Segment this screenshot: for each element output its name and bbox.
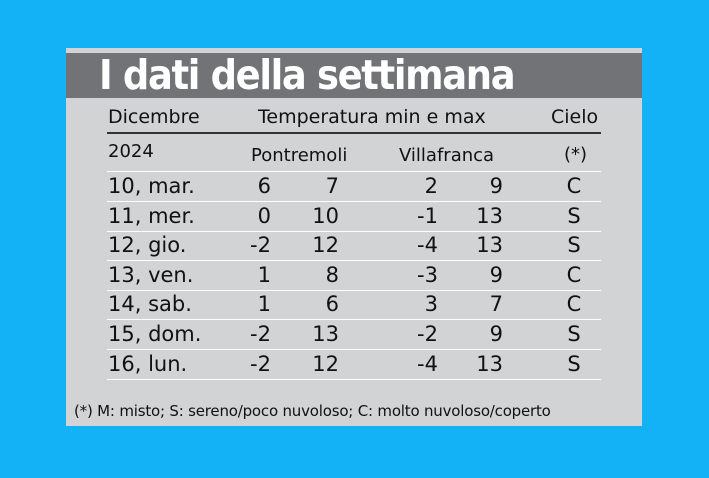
- cell-villafranca-min: 3: [424, 292, 438, 317]
- cell-sky: S: [567, 203, 581, 228]
- cell-villafranca-max: 9: [489, 174, 503, 198]
- cell-sky: C: [566, 174, 582, 198]
- cell-day: 16, lun.: [108, 351, 188, 376]
- row-divider: [107, 231, 601, 232]
- cell-pontremoli-max: 8: [325, 262, 339, 287]
- footnote: (*) M: misto; S: sereno/poco nuvoloso; C: molto nuvoloso/coperto: [74, 402, 551, 420]
- header-month: Dicembre: [108, 106, 200, 128]
- row-divider: [107, 201, 601, 202]
- cell-villafranca-max: 13: [476, 233, 503, 258]
- row-divider: [107, 260, 601, 261]
- cell-villafranca-min: -1: [417, 203, 438, 228]
- cell-day: 10, mar.: [108, 174, 195, 198]
- cell-pontremoli-max: 13: [312, 322, 339, 346]
- cell-villafranca-max: 13: [476, 351, 503, 376]
- header-year: 2024: [108, 141, 154, 162]
- header-sky-note: (*): [564, 144, 588, 165]
- cell-pontremoli-min: -2: [250, 322, 271, 346]
- cell-pontremoli-min: 1: [257, 292, 271, 317]
- header-city-villafranca: Villafranca: [399, 145, 495, 166]
- title-bar: [66, 53, 642, 98]
- cell-sky: S: [567, 233, 581, 258]
- row-divider: [107, 290, 601, 291]
- cell-sky: C: [566, 262, 582, 287]
- header-temperature: Temperatura min e max: [258, 106, 486, 128]
- cell-pontremoli-max: 12: [312, 351, 339, 376]
- cell-pontremoli-min: 6: [257, 174, 271, 198]
- cell-villafranca-max: 9: [489, 322, 503, 346]
- row-divider: [107, 349, 601, 350]
- cell-villafranca-min: -2: [417, 322, 438, 346]
- cell-villafranca-min: 2: [424, 174, 438, 198]
- cell-sky: C: [566, 292, 582, 317]
- cell-day: 15, dom.: [108, 322, 202, 346]
- cell-pontremoli-max: 12: [312, 233, 339, 258]
- cell-day: 11, mer.: [108, 203, 195, 228]
- cell-villafranca-max: 9: [489, 262, 503, 287]
- cell-villafranca-max: 13: [476, 203, 503, 228]
- cell-pontremoli-max: 10: [312, 203, 339, 228]
- cell-pontremoli-min: -2: [250, 233, 271, 258]
- row-divider: [107, 379, 601, 380]
- cell-day: 13, ven.: [108, 262, 194, 287]
- cell-pontremoli-min: 1: [257, 262, 271, 287]
- row-divider: [107, 171, 601, 172]
- cell-sky: S: [567, 322, 581, 346]
- cell-day: 14, sab.: [108, 292, 192, 317]
- cell-villafranca-min: -4: [417, 351, 438, 376]
- cell-pontremoli-min: 0: [257, 203, 271, 228]
- cell-villafranca-min: -4: [417, 233, 438, 258]
- row-divider: [107, 319, 601, 320]
- table-title: I dati della settimana: [99, 51, 515, 99]
- cell-pontremoli-max: 6: [325, 292, 339, 317]
- header-city-pontremoli: Pontremoli: [251, 145, 348, 166]
- header-sky: Cielo: [551, 106, 599, 128]
- cell-pontremoli-min: -2: [250, 351, 271, 376]
- cell-villafranca-min: -3: [417, 262, 438, 287]
- cell-day: 12, gio.: [108, 233, 187, 258]
- cell-pontremoli-max: 7: [325, 174, 339, 198]
- weather-table-card: [66, 48, 642, 426]
- header-divider: [107, 132, 601, 134]
- cell-villafranca-max: 7: [489, 292, 503, 317]
- cell-sky: S: [567, 351, 581, 376]
